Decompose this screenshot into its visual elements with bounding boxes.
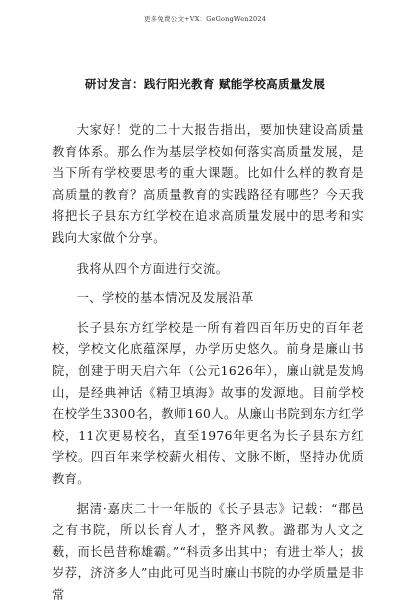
document-body [52, 120, 364, 606]
document-title: 研讨发言：践行阳光教育 赋能学校高质量发展 [0, 76, 410, 92]
paragraph-intro: 大家好！党的二十大报告指出，要加快建设高质量教育体系。那么作为基层学校如何落实高质量发展，是当下所有学校要思考的重大课题。比如什么样的教育是高质量的教育？高质量教育的实践路径有哪些？今天我将把长子县东方红学校在追求高质量发展中的思考和实践向大家做个分享。 [52, 120, 364, 250]
page-header: 更多免费公文+VX：GeGongWen2024 [0, 14, 410, 23]
paragraph-outline: 我将从四个方面进行交流。 [52, 259, 364, 281]
paragraph-school-history: 长子县东方红学校是一所有着四百年历史的百年老校，学校文化底蕴深厚，办学历史悠久。前身是廉山书院，创建于明天启六年（公元1626年），廉山就是发鸠山，是经典神话《精卫填海》故事的发源地。目前学校在校学生3300名，教师160人。从廉山书院到东方红学校，11次更易校名，直至1976年更名为长子县东方红学校。四百年来学校薪火相传、文脉不断，坚持办优质教育。 [52, 318, 364, 491]
paragraph-county-record: 据清·嘉庆二十一年版的《长子县志》记载：“郡邑之有书院，所以长育人才，整齐风教。潞郡为人文之薮，而长邑昔称雄霸。”“科贡多出其中；有进士举人；拔岁荐，济济多人”由此可见当时廉山书院的办学质量是非常 [52, 499, 364, 606]
section-heading-1: 一、学校的基本情况及发展沿革 [52, 288, 364, 310]
